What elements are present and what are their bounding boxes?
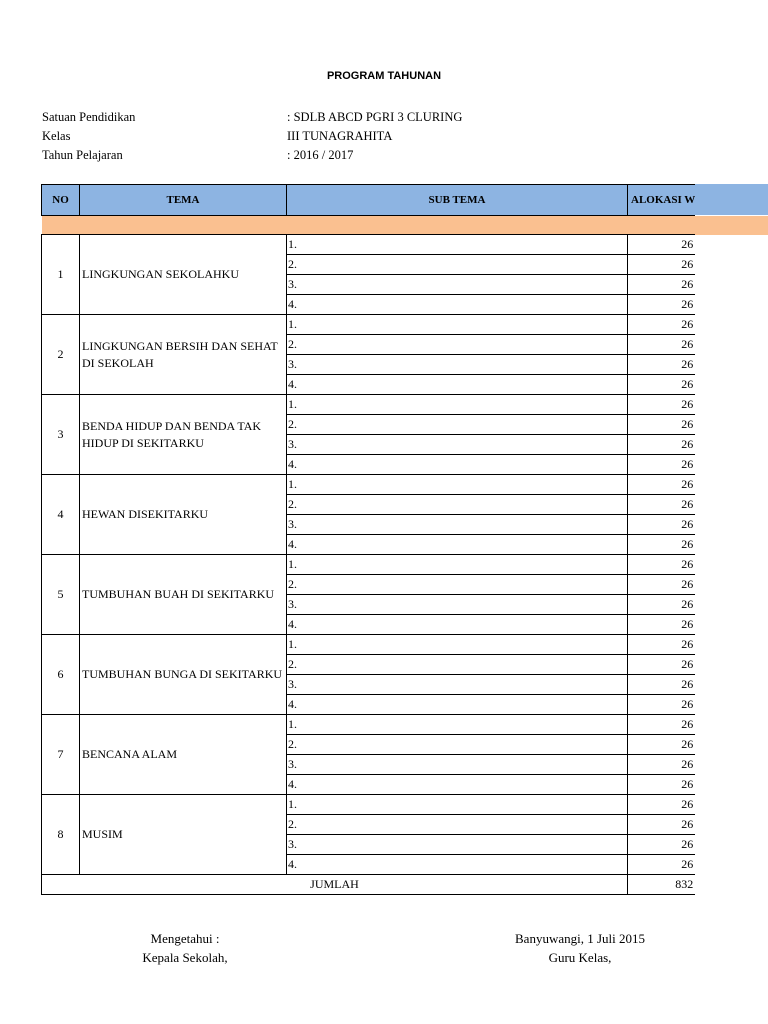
subtema-cell: 3. — [287, 835, 628, 855]
subtema-cell: 4. — [287, 855, 628, 875]
subtema-cell: 1. — [287, 715, 628, 735]
table-row — [42, 235, 696, 255]
subtema-cell: 4. — [287, 375, 628, 395]
alokasi-cell: 26 — [628, 255, 696, 275]
header-no: NO — [42, 185, 80, 216]
alokasi-cell: 26 — [628, 295, 696, 315]
tema-cell: BENDA HIDUP DAN BENDA TAK HIDUP DI SEKITARKU — [80, 395, 287, 475]
tema-cell: LINGKUNGAN SEKOLAHKU — [80, 235, 287, 315]
alokasi-cell: 26 — [628, 515, 696, 535]
subtema-cell: 1. — [287, 395, 628, 415]
alokasi-cell: 26 — [628, 395, 696, 415]
tema-cell: MUSIM — [80, 795, 287, 875]
row-number: 6 — [42, 635, 80, 715]
table-row — [42, 315, 696, 335]
subtema-cell: 2. — [287, 575, 628, 595]
subtema-cell: 4. — [287, 695, 628, 715]
row-number: 5 — [42, 555, 80, 635]
subtema-cell: 3. — [287, 755, 628, 775]
alokasi-cell: 26 — [628, 235, 696, 255]
signature-left-line2: Kepala Sekolah, — [142, 950, 228, 965]
tema-cell: HEWAN DISEKITARKU — [80, 475, 287, 555]
subtema-cell: 3. — [287, 595, 628, 615]
table-row — [42, 555, 696, 575]
alokasi-cell: 26 — [628, 715, 696, 735]
alokasi-cell: 26 — [628, 315, 696, 335]
info-value-satuan: : SDLB ABCD PGRI 3 CLURING — [287, 110, 463, 124]
header-fill-extension — [694, 184, 768, 215]
alokasi-cell: 26 — [628, 375, 696, 395]
alokasi-cell: 26 — [628, 615, 696, 635]
alokasi-cell: 26 — [628, 675, 696, 695]
row-number: 2 — [42, 315, 80, 395]
subtema-cell: 4. — [287, 455, 628, 475]
row-number: 8 — [42, 795, 80, 875]
subtema-cell: 2. — [287, 815, 628, 835]
subtema-cell: 1. — [287, 235, 628, 255]
subtema-cell: 3. — [287, 675, 628, 695]
orange-band-cell — [42, 216, 696, 235]
alokasi-cell: 26 — [628, 695, 696, 715]
alokasi-cell: 26 — [628, 355, 696, 375]
info-label-tahun: Tahun Pelajaran — [42, 148, 123, 162]
subtema-cell: 1. — [287, 315, 628, 335]
alokasi-cell: 26 — [628, 535, 696, 555]
table-row — [42, 475, 696, 495]
subtema-cell: 1. — [287, 635, 628, 655]
alokasi-cell: 26 — [628, 575, 696, 595]
info-block — [0, 108, 768, 168]
alokasi-cell: 26 — [628, 635, 696, 655]
page-title: PROGRAM TAHUNAN — [326, 70, 442, 82]
signature-left — [100, 929, 270, 967]
subtema-cell: 4. — [287, 295, 628, 315]
orange-band-extension — [694, 216, 768, 235]
signature-right-line2: Guru Kelas, — [548, 950, 612, 965]
tema-cell: LINGKUNGAN BERSIH DAN SEHAT DI SEKOLAH — [80, 315, 287, 395]
alokasi-cell: 26 — [628, 415, 696, 435]
alokasi-cell: 26 — [628, 835, 696, 855]
total-value: 832 — [628, 875, 696, 895]
alokasi-cell: 26 — [628, 815, 696, 835]
table-row — [42, 395, 696, 415]
subtema-cell: 3. — [287, 515, 628, 535]
row-number: 4 — [42, 475, 80, 555]
table-body — [42, 216, 696, 895]
subtema-cell: 3. — [287, 275, 628, 295]
alokasi-cell: 26 — [628, 275, 696, 295]
alokasi-cell: 26 — [628, 555, 696, 575]
table-row — [42, 795, 696, 815]
subtema-cell: 2. — [287, 655, 628, 675]
total-row — [42, 875, 696, 895]
orange-band-row — [42, 216, 696, 235]
info-value-kelas: III TUNAGRAHITA — [287, 129, 393, 143]
subtema-cell: 1. — [287, 475, 628, 495]
signature-right — [490, 929, 670, 967]
row-number: 7 — [42, 715, 80, 795]
subtema-cell: 2. — [287, 415, 628, 435]
table-row — [42, 715, 696, 735]
header-tema: TEMA — [80, 185, 287, 216]
tema-cell: BENCANA ALAM — [80, 715, 287, 795]
alokasi-cell: 26 — [628, 735, 696, 755]
subtema-cell: 4. — [287, 775, 628, 795]
info-label-kelas: Kelas — [42, 129, 71, 143]
subtema-cell: 2. — [287, 495, 628, 515]
header-subtema: SUB TEMA — [287, 185, 628, 216]
alokasi-cell: 26 — [628, 755, 696, 775]
subtema-cell: 3. — [287, 355, 628, 375]
tema-cell: TUMBUHAN BUAH DI SEKITARKU — [80, 555, 287, 635]
alokasi-cell: 26 — [628, 475, 696, 495]
tema-cell: TUMBUHAN BUNGA DI SEKITARKU — [80, 635, 287, 715]
subtema-cell: 3. — [287, 435, 628, 455]
info-value-tahun: : 2016 / 2017 — [287, 148, 354, 162]
subtema-cell: 1. — [287, 795, 628, 815]
signature-left-line1: Mengetahui : — [150, 931, 220, 946]
subtema-cell: 2. — [287, 335, 628, 355]
row-number: 3 — [42, 395, 80, 475]
program-table — [41, 184, 695, 895]
header-alokasi: ALOKASI W — [628, 185, 696, 216]
alokasi-cell: 26 — [628, 775, 696, 795]
table-header-row — [42, 185, 696, 216]
total-label: JUMLAH — [42, 875, 628, 895]
table-row — [42, 635, 696, 655]
subtema-cell: 2. — [287, 255, 628, 275]
subtema-cell: 1. — [287, 555, 628, 575]
signature-right-line1: Banyuwangi, 1 Juli 2015 — [515, 931, 645, 946]
subtema-cell: 4. — [287, 535, 628, 555]
alokasi-cell: 26 — [628, 335, 696, 355]
subtema-cell: 4. — [287, 615, 628, 635]
alokasi-cell: 26 — [628, 435, 696, 455]
alokasi-cell: 26 — [628, 655, 696, 675]
info-label-satuan: Satuan Pendidikan — [42, 110, 136, 124]
alokasi-cell: 26 — [628, 855, 696, 875]
subtema-cell: 2. — [287, 735, 628, 755]
alokasi-cell: 26 — [628, 595, 696, 615]
row-number: 1 — [42, 235, 80, 315]
alokasi-cell: 26 — [628, 495, 696, 515]
alokasi-cell: 26 — [628, 455, 696, 475]
alokasi-cell: 26 — [628, 795, 696, 815]
